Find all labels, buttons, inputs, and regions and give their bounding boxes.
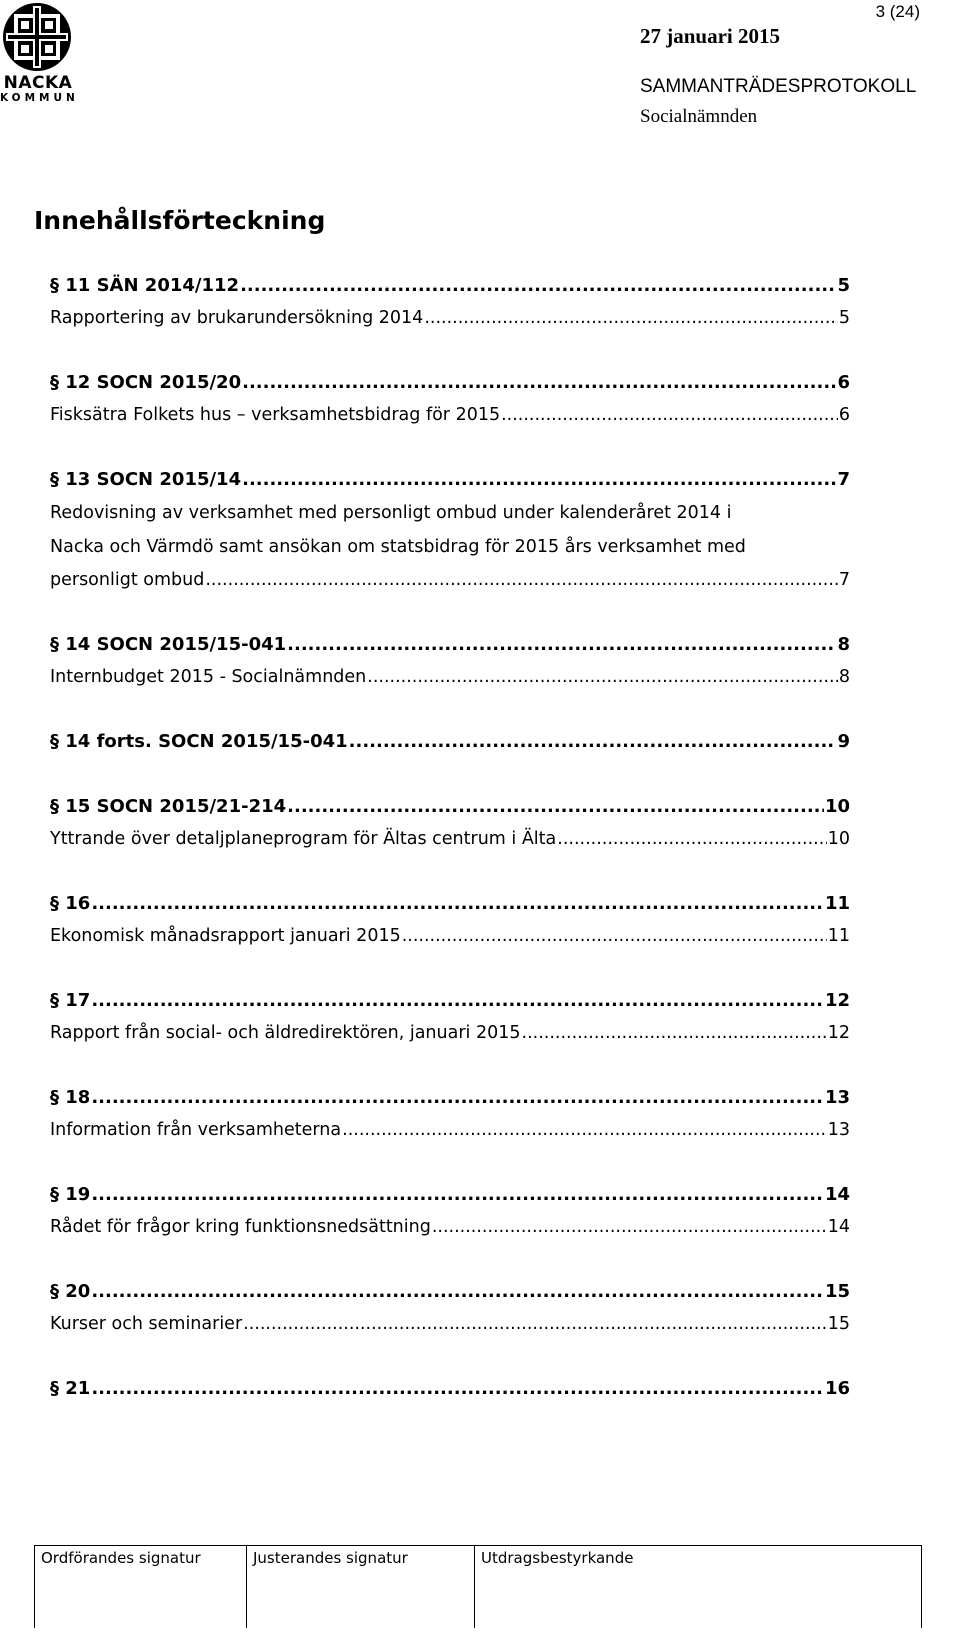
toc-page-number: 6 <box>838 405 850 425</box>
toc-subtitle-link[interactable] <box>50 1308 850 1340</box>
toc-page-number: 5 <box>838 308 850 328</box>
page-number: 3 (24) <box>875 2 920 21</box>
toc-leader <box>240 270 836 302</box>
toc-entry-14-forts <box>50 726 850 758</box>
toc-entry-19 <box>50 1179 850 1243</box>
toc-subtitle-label: Yttrande över detaljplaneprogram för Ältas centrum i Älta <box>50 829 557 849</box>
toc-section-label: § 21 <box>50 1378 91 1399</box>
toc-section-link[interactable] <box>50 270 850 302</box>
toc-subtitle-link[interactable] <box>50 399 850 431</box>
toc-leader <box>367 661 838 693</box>
nacka-emblem-icon <box>0 0 74 74</box>
toc-subtitle-label: Kurser och seminarier <box>50 1314 243 1334</box>
toc-subtitle-link[interactable] <box>50 302 850 334</box>
toc-entry-12 <box>50 367 850 431</box>
table-of-contents <box>50 270 850 1438</box>
toc-page-number: 12 <box>824 990 850 1011</box>
toc-leader <box>522 1017 827 1049</box>
chair-signature-box: Ordförandes signatur <box>34 1546 246 1628</box>
toc-leader <box>287 791 824 823</box>
department-name: Socialnämnden <box>640 106 758 127</box>
toc-page-number: 9 <box>837 731 850 752</box>
toc-leader <box>91 985 824 1017</box>
toc-page-number: 12 <box>827 1023 850 1043</box>
toc-leader <box>501 399 838 431</box>
toc-section-label: § 20 <box>50 1281 91 1302</box>
toc-subtitle-label: Internbudget 2015 - Socialnämnden <box>50 667 367 687</box>
toc-leader <box>242 464 836 496</box>
toc-section-link[interactable] <box>50 985 850 1017</box>
toc-section-label: § 11 SÄN 2014/112 <box>50 275 240 296</box>
toc-section-link[interactable] <box>50 464 850 496</box>
signature-footer <box>34 1545 922 1628</box>
toc-section-label: § 19 <box>50 1184 91 1205</box>
toc-subtitle-label: Rapport från social- och äldredirektören, januari 2015 <box>50 1023 521 1043</box>
toc-subtitle-line[interactable]: Redovisning av verksamhet med personligt ombud under kalenderåret 2014 i <box>50 503 732 523</box>
toc-entry-21 <box>50 1373 850 1405</box>
toc-page-number: 8 <box>838 667 850 687</box>
toc-subtitle-label: Fisksätra Folkets hus – verksamhetsbidrag för 2015 <box>50 405 501 425</box>
toc-leader <box>424 302 838 334</box>
toc-section-link[interactable] <box>50 629 850 661</box>
toc-section-link[interactable] <box>50 726 850 758</box>
logo-sub: KOMMUN <box>0 92 79 104</box>
toc-subtitle-label: Rapportering av brukarundersökning 2014 <box>50 308 424 328</box>
toc-page-number: 16 <box>824 1378 850 1399</box>
toc-section-link[interactable] <box>50 1179 850 1211</box>
toc-section-link[interactable] <box>50 888 850 920</box>
toc-entry-16 <box>50 888 850 952</box>
toc-page-number: 10 <box>827 829 850 849</box>
toc-subtitle-line[interactable]: Nacka och Värmdö samt ansökan om statsbidrag för 2015 års verksamhet med <box>50 537 746 557</box>
toc-page-number: 7 <box>838 570 850 590</box>
toc-leader <box>349 726 837 758</box>
toc-title: Innehållsförteckning <box>34 206 326 235</box>
toc-subtitle-link[interactable] <box>50 1211 850 1243</box>
meeting-date: 27 januari 2015 <box>640 24 781 48</box>
toc-page-number: 15 <box>824 1281 850 1302</box>
toc-page-number: 14 <box>824 1184 850 1205</box>
toc-page-number: 8 <box>837 634 850 655</box>
toc-subtitle-link[interactable] <box>50 1114 850 1146</box>
toc-leader <box>205 564 838 596</box>
toc-leader <box>91 1082 824 1114</box>
toc-leader <box>287 629 836 661</box>
toc-page-number: 6 <box>837 372 850 393</box>
toc-entry-15 <box>50 791 850 855</box>
toc-section-label: § 18 <box>50 1087 91 1108</box>
toc-subtitle-label: Information från verksamheterna <box>50 1120 342 1140</box>
toc-page-number: 5 <box>837 275 850 296</box>
toc-subtitle-label: Rådet för frågor kring funktionsnedsättning <box>50 1217 431 1237</box>
document-type: SAMMANTRÄDESPROTOKOLL <box>640 76 917 97</box>
logo-name: NACKA <box>3 73 73 93</box>
toc-entry-18 <box>50 1082 850 1146</box>
nacka-logo <box>0 0 80 110</box>
toc-section-label: § 17 <box>50 990 91 1011</box>
toc-subtitle-link[interactable] <box>50 920 850 952</box>
toc-section-link[interactable] <box>50 1373 850 1405</box>
toc-leader <box>91 888 824 920</box>
toc-leader <box>91 1373 824 1405</box>
toc-section-link[interactable] <box>50 791 850 823</box>
logo-wordmark <box>0 73 79 104</box>
toc-leader <box>342 1114 827 1146</box>
toc-page-number: 13 <box>827 1120 850 1140</box>
extract-certification-box: Utdragsbestyrkande <box>474 1546 922 1628</box>
toc-section-label: § 15 SOCN 2015/21-214 <box>50 796 287 817</box>
toc-section-link[interactable] <box>50 1082 850 1114</box>
adjuster-signature-box: Justerandes signatur <box>246 1546 474 1628</box>
toc-entry-20 <box>50 1276 850 1340</box>
toc-subtitle-label: Ekonomisk månadsrapport januari 2015 <box>50 926 401 946</box>
toc-leader <box>402 920 827 952</box>
toc-leader <box>243 1308 827 1340</box>
toc-entry-13 <box>50 464 850 596</box>
toc-entry-14 <box>50 629 850 693</box>
toc-leader <box>242 367 836 399</box>
toc-leader <box>91 1276 824 1308</box>
toc-entry-11 <box>50 270 850 334</box>
toc-entry-17 <box>50 985 850 1049</box>
toc-section-label: § 14 SOCN 2015/15-041 <box>50 634 287 655</box>
toc-subtitle-label: personligt ombud <box>50 570 205 590</box>
toc-page-number: 10 <box>824 796 850 817</box>
toc-subtitle-link[interactable] <box>50 564 850 596</box>
toc-page-number: 7 <box>837 469 850 490</box>
toc-subtitle-link[interactable] <box>50 823 850 855</box>
toc-section-label: § 16 <box>50 893 91 914</box>
toc-section-label: § 13 SOCN 2015/14 <box>50 469 242 490</box>
toc-page-number: 14 <box>827 1217 850 1237</box>
toc-section-label: § 12 SOCN 2015/20 <box>50 372 242 393</box>
toc-section-link[interactable] <box>50 367 850 399</box>
toc-subtitle-link[interactable] <box>50 1017 850 1049</box>
toc-page-number: 11 <box>827 926 850 946</box>
toc-page-number: 15 <box>827 1314 850 1334</box>
toc-leader <box>91 1179 824 1211</box>
toc-leader <box>557 823 826 855</box>
toc-page-number: 11 <box>824 893 850 914</box>
toc-section-link[interactable] <box>50 1276 850 1308</box>
toc-section-label: § 14 forts. SOCN 2015/15-041 <box>50 731 348 752</box>
toc-page-number: 13 <box>824 1087 850 1108</box>
toc-leader <box>432 1211 827 1243</box>
toc-subtitle-link[interactable] <box>50 661 850 693</box>
